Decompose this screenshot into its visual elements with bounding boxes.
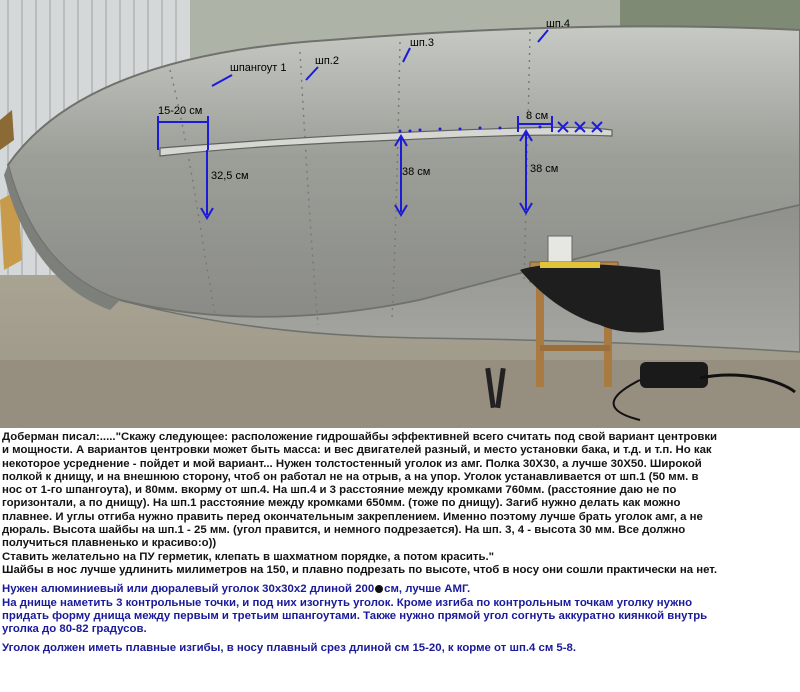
note-line: Шайбы в нос лучше удлинить милиметров на 150, и плавно подрезать по высоте, чтоб в носу они сошли практически на нет. bbox=[2, 563, 718, 576]
quote-line: Доберман писал:....."Скажу следующее: расположение гидрошайбы эффективней всего считать под свой вариант центровки bbox=[2, 431, 718, 443]
instruction-line: уголка до 80-82 градусов. bbox=[2, 623, 147, 636]
quote-block bbox=[2, 431, 798, 564]
quote-line: некоторое усреднение - пойдет и мой вариант... Нужен толстостенный уголок из амг. Полка 30Х30, а лучше 30Х50. Широкой bbox=[2, 457, 702, 470]
final-line: Уголок должен иметь плавные изгибы, в носу плавный срез длиной см 15-20, к корме от шп.4 см 5-8. bbox=[2, 642, 577, 655]
label-frame-4: шп.4 bbox=[546, 18, 570, 30]
label-stern-cut: 8 см bbox=[526, 110, 549, 122]
label-frame-1: шпангоут 1 bbox=[230, 62, 287, 74]
label-height-frame-4: 38 см bbox=[530, 163, 559, 175]
label-frame-2: шп.2 bbox=[315, 55, 339, 67]
quote-line: Ставить желательно на ПУ герметик, клепать в шахматном порядке, а потом красить." bbox=[2, 550, 495, 563]
quote-line: получиться плавненько и красиво:о)) bbox=[2, 537, 217, 550]
quote-line: нос от 1-го шпангоута), и 80мм. вкорму от шп.4. На шп.4 и 3 расстояние между кромками 760мм. (расстояние даю не по bbox=[2, 484, 677, 497]
instruction-line-1-a: Нужен алюминиевый или дюралевый уголок 30х30х2 длиной 200 bbox=[2, 583, 375, 596]
label-height-frame-1: 32,5 см bbox=[211, 170, 249, 182]
quote-line: и мощности. А вариантов центровки может быть масса: и вес двигателей разный, и место установки бака, и т.д. и т.п. Но как bbox=[2, 444, 712, 457]
label-height-frame-3: 38 см bbox=[402, 166, 431, 178]
instruction-line: На днище наметить 3 контрольные точки, и под них изогнуть уголок. Кроме изгиба по контрольным точкам уголку нужно bbox=[2, 596, 693, 609]
quote-line: полкой к днищу, и на внешнюю сторону, чтоб он работал не на отрыв, а на упор. Уголок устанавливается от шп.1 (50 мм. в bbox=[2, 470, 699, 483]
instruction-line-1 bbox=[2, 583, 798, 596]
instruction-line: придать форму днища между первым и третьим шпангоутами. Также нужно прямой угол согнуть аккуратно киянкой внутрь bbox=[2, 609, 708, 622]
label-frame-3: шп.3 bbox=[410, 37, 434, 49]
instruction-line-1-b: см, лучше АМГ. bbox=[384, 583, 471, 596]
cursor-dot-icon bbox=[375, 585, 383, 593]
instructions-block bbox=[2, 583, 798, 655]
quote-line: плавнее. И углы отгиба нужно править перед окончательным закреплением. Именно поэтому лучше брать уголок амг, а не bbox=[2, 510, 703, 523]
forum-text bbox=[2, 431, 798, 656]
label-bow-cut: 15-20 см bbox=[158, 105, 203, 117]
quote-line: дюраль. Высота шайбы на шп.1 - 25 мм. (угол правится, и немного подрезается). На шп. 3, 4 - высота 30 мм. Все должно bbox=[2, 524, 686, 537]
quote-line: горизонтали, а по днищу). На шп.1 расстояние между кромками 650мм. (тоже по днищу). Загиб нужно делать как можно bbox=[2, 497, 681, 510]
